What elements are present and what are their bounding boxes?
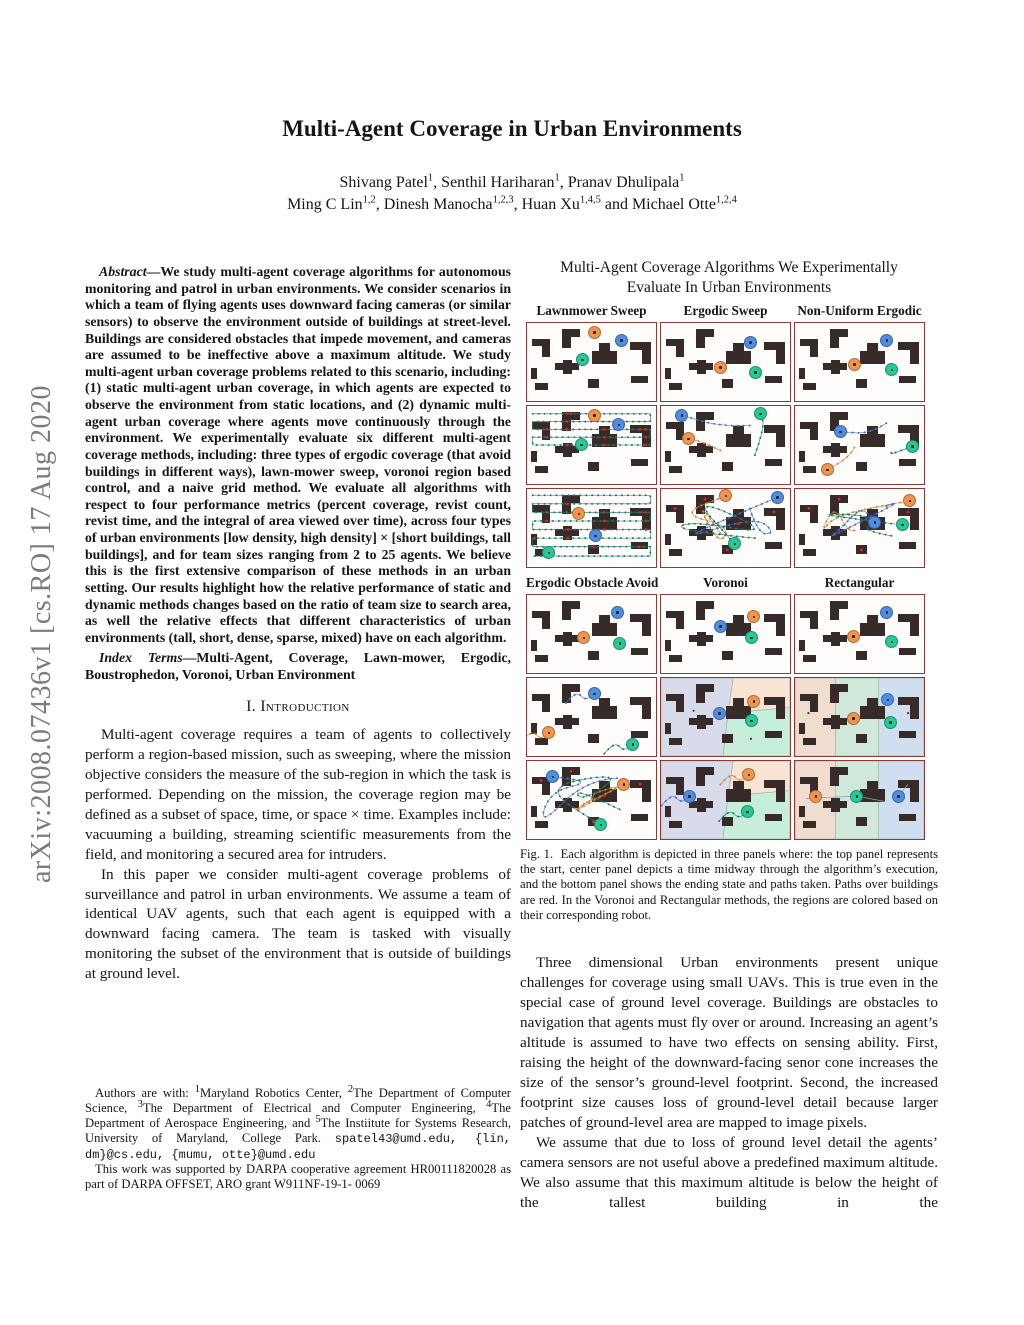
- agent-dot-orange: [809, 790, 822, 803]
- agent-dot-green: [749, 366, 762, 379]
- agent-dot-blue: [744, 336, 757, 349]
- abstract-text: We study multi-agent coverage algorithms for autonomous monitoring and patrol in urban environments. We consider scenarios in which a team of flying agents uses downward facing cameras (or similar sensors) to observe the environment outside of buildings at street-level. Buildings are considered obstacles that impede movement, and cameras are assumed to be ineffective above a maximum altitude. We study multi-agent urban coverage problems related to this scenario, including: (1) static multi-agent urban coverage, in which agents are expected to observe the environment from static locations, and (2) dynamic multi-agent urban coverage where agents move continuously through the environment. We experimentally evaluate six different multi-agent coverage methods, including: three types of ergodic coverage (that avoid buildings in different ways), lawn-mower sweep, voronoi region based control, and a naive grid method. We evaluate all algorithms with respect to four performance metrics (percent coverage, revist count, revist time, and the integral of area viewed over time), across four types of urban environments [low density, high density] × [short buildings, tall buildings], and for team sizes ranging from 2 to 25 agents. We believe this is the first extensive comparison of these methods in an urban setting. Our results highlight how the relative performance of static and dynamic methods changes based on the ratio of team size to search area, as well the relative effects that different characteristics of urban environments (tall, short, dense, sparse, mixed) have on each algorithm.: [85, 264, 511, 645]
- superscript: 1: [427, 172, 434, 184]
- agent-dot-green: [576, 353, 589, 366]
- superscript: 1,2: [362, 195, 376, 207]
- figure-panel-g2-r2-c1: [526, 677, 657, 757]
- author-list: [0, 172, 1024, 217]
- superscript: 1,2,3: [492, 195, 514, 207]
- left-column: [85, 264, 511, 984]
- arxiv-watermark: arXiv:2008.07436v1 [cs.RO] 17 Aug 2020: [26, 384, 57, 884]
- figure-column-label-ergodic-obstacle-avoid: Ergodic Obstacle Avoid: [526, 574, 659, 590]
- text-run: The Department of Computer Science,: [85, 1086, 511, 1116]
- figure-panel-g1-r1-c2: [660, 322, 791, 402]
- figure-panel-g2-r2-c2: [660, 677, 791, 757]
- agent-dot-green: [906, 440, 919, 453]
- figure-panel-g1-r3-c3: [794, 488, 925, 568]
- agent-dot-orange: [588, 326, 601, 339]
- text-run: , Dinesh Manocha: [375, 196, 493, 214]
- path-layer: [661, 678, 790, 756]
- agent-dot-orange: [682, 432, 695, 445]
- agent-dot-blue: [675, 409, 688, 422]
- section-heading-introduction: I. Introduction: [246, 697, 350, 715]
- figure-column-label-lawnmower-sweep: Lawnmower Sweep: [536, 302, 647, 318]
- figure-panel-g1-r2-c1: [526, 405, 657, 485]
- text-run: , Senthil Hariharan: [433, 174, 555, 191]
- agent-dot-orange: [588, 409, 601, 422]
- agent-dot-blue: [771, 491, 784, 504]
- superscript: 1: [194, 1083, 201, 1095]
- path-layer: [527, 595, 656, 673]
- agent-dot-blue: [714, 620, 727, 633]
- text-run: Maryland Robotics Center,: [200, 1086, 348, 1100]
- agent-dot-blue: [880, 334, 893, 347]
- author-line-1: [0, 172, 1024, 194]
- right-paragraph-1: Three dimensional Urban environments present unique challenges for coverage using small UAVs. This is true even in the special case of ground level coverage. Buildings are obstacles to navigation that agents must fly over or around. Increasing an agent’s altitude is assumed to have two effects on sensing ability. First, raising the height of the downward-facing senor cone increases the size of the sensor’s ground-level footprint. Second, the increased footprint size causes loss of ground-level detail because larger patches of ground-level area are mapped to image pixels.: [520, 954, 938, 1131]
- agent-dot-orange: [617, 778, 630, 791]
- text-run: and Michael Otte: [600, 196, 716, 214]
- figure-column-label-ergodic-sweep: Ergodic Sweep: [683, 302, 768, 318]
- abstract-dash: —: [146, 264, 161, 279]
- figure-panel-g1-r1-c1: [526, 322, 657, 402]
- superscript: 1,2,4: [715, 195, 737, 207]
- agent-dot-blue: [834, 425, 847, 438]
- figure-panel-g2-r1-c3: [794, 594, 925, 674]
- text-run: The Department of Electrical and Computer Engineering,: [142, 1101, 487, 1116]
- figure-panel-g1-r2-c2: [660, 405, 791, 485]
- text-run: Authors are with:: [95, 1086, 195, 1100]
- right-paragraph-2: We assume that due to loss of ground level detail the agents’ camera sensors are not useful above a predefined maximum altitude. We also assume that this maximum altitude is below the height of the tallest building in the: [520, 1133, 938, 1211]
- figure-panel-g2-r1-c2: [660, 594, 791, 674]
- figure-caption-label: Fig. 1.: [520, 846, 554, 861]
- superscript: 3: [137, 1098, 143, 1110]
- agent-dot-blue: [892, 790, 905, 803]
- intro-paragraph-2: In this paper we consider multi-agent coverage problems of surveillance and patrol in urban environments. We assume a team of identical UAV agents, such that each agent is equipped with a downward facing camera. The team is tasked with visually monitoring the subset of the environment that is outside of buildings at ground level.: [85, 865, 511, 983]
- figure-group2-panels: [526, 594, 938, 840]
- agent-dot-blue: [611, 606, 624, 619]
- figure-column-label-non-uniform-ergodic: Non-Uniform Ergodic: [797, 302, 922, 318]
- superscript: 1: [679, 172, 685, 184]
- text-run: Shivang Patel: [339, 174, 428, 191]
- text-run: , Pranav Dhulipala: [559, 174, 680, 191]
- figure-panel-g1-r2-c3: [794, 405, 925, 485]
- figure-panel-g2-r1-c1: [526, 594, 657, 674]
- superscript: 5: [315, 1114, 321, 1126]
- agent-dot-orange: [847, 712, 860, 725]
- agent-dot-blue: [588, 687, 601, 700]
- author-line-2: [0, 194, 1024, 216]
- path-layer: [661, 595, 790, 673]
- agent-dot-blue: [589, 529, 602, 542]
- affiliation-footnote: [85, 1083, 511, 1162]
- figure-caption-text: Each algorithm is depicted in three panels where: the top panel represents the start, center panel depicts a time midway through the algorithm’s execution, and the bottom panel shows the ending state and paths taken. Paths over buildings are red. In the Voronoi and Rectangular methods, the regions are colored based on their corresponding robot.: [520, 846, 939, 922]
- figure-panel-g1-r3-c1: [526, 488, 657, 568]
- figure-column-label-rectangular: Rectangular: [824, 574, 895, 590]
- right-column: [520, 258, 938, 1213]
- index-terms-text: Multi-Agent, Coverage, Lawn-mower, Ergodic, Boustrophedon, Voronoi, Urban Environment: [85, 650, 511, 682]
- agent-dot-blue: [880, 606, 893, 619]
- agent-dot-green: [626, 738, 639, 751]
- agent-dot-blue: [713, 707, 726, 720]
- figure-panel-g1-r3-c2: [660, 488, 791, 568]
- figure-group1-labels: [526, 303, 938, 319]
- agent-dot-green: [896, 518, 909, 531]
- paper-title: Multi-Agent Coverage in Urban Environments: [282, 116, 742, 141]
- intro-paragraph-1: Multi-agent coverage requires a team of agents to collectively perform a region-based mission, such as sweeping, where the mission objective considers the measure of the sub-region in which the task is performed. Depending on the mission, the coverage region may be defined as a subset of space, time, or space × time. Examples include: vacuuming a building, streaming scientific measurements from the field, and monitoring a secured area for intruders.: [85, 725, 511, 863]
- path-layer: [795, 406, 924, 484]
- figure-title: [520, 258, 938, 299]
- index-terms-paragraph: [85, 650, 511, 683]
- figure-title-line-1: Multi-Agent Coverage Algorithms We Experimentally: [560, 259, 898, 276]
- path-layer: [661, 761, 790, 839]
- superscript: 1,4,5: [579, 195, 601, 207]
- figure-panel-g2-r2-c3: [794, 677, 925, 757]
- agent-dot-blue: [615, 334, 628, 347]
- footnote-block: [85, 1083, 511, 1192]
- superscript: 1: [554, 172, 560, 184]
- agent-dot-blue: [683, 790, 696, 803]
- index-terms-label: Index Terms: [99, 650, 183, 666]
- funding-footnote: This work was supported by DARPA cooperative agreement HR00111820028 as part of DARPA OFFSET, ARO grant W911NF-19-1- 0069: [85, 1162, 511, 1192]
- path-layer: [661, 323, 790, 401]
- figure-panel-g2-r3-c2: [660, 760, 791, 840]
- agent-dot-green: [850, 790, 863, 803]
- figure-panel-g2-r3-c3: [794, 760, 925, 840]
- figure-panel-g2-r3-c1: [526, 760, 657, 840]
- agent-dot-green: [754, 407, 767, 420]
- index-terms-dash: —: [182, 650, 197, 666]
- superscript: 2: [347, 1083, 354, 1095]
- figure-group2-labels: [526, 575, 938, 591]
- agent-dot-orange: [847, 630, 860, 643]
- figure-group1-panels: [526, 322, 938, 568]
- superscript: 4: [486, 1098, 492, 1110]
- agent-dot-green: [741, 805, 754, 818]
- agent-dot-green: [728, 537, 741, 550]
- figure-title-line-2: Evaluate In Urban Environments: [626, 279, 832, 297]
- agent-dot-green: [884, 716, 897, 729]
- agent-dot-orange: [848, 358, 861, 371]
- abstract-label: Abstract: [99, 264, 147, 279]
- text-run: spatel43@umd.edu, {lin, dm}@cs.edu, {mumu, otte}@umd.edu: [85, 1132, 511, 1162]
- figure-column-label-voronoi: Voronoi: [703, 574, 748, 590]
- abstract-paragraph: [85, 264, 511, 646]
- figure-panel-g1-r1-c3: [794, 322, 925, 402]
- figure-caption: [520, 847, 938, 923]
- text-run: Ming C Lin: [287, 196, 363, 214]
- agent-dot-orange: [714, 361, 727, 374]
- text-run: The Department of Aerospace Engineering, and: [85, 1101, 511, 1131]
- text-run: The Instiitute for Systems Research, University of Maryland, College Park.: [85, 1116, 511, 1146]
- text-run: , Huan Xu: [513, 196, 580, 214]
